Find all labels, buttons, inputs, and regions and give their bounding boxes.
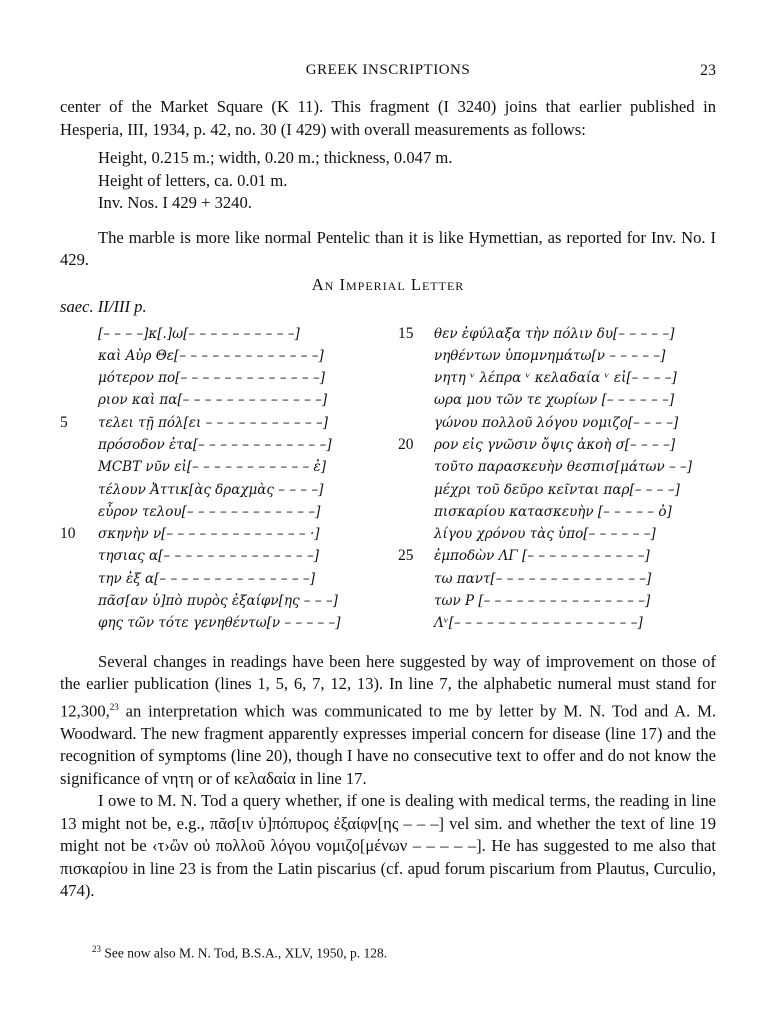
discussion-paragraph: I owe to M. N. Tod a query whether, if one is dealing with medical terms, the reading in line 13 might not be, e.g., πᾶσ[ιν ὑ]πόπυρος ἐξαίφν[ης – – –] vel sim. and whether the text of line 19 might not be ‹τ›ὢν οὐ πολλοῦ λόγου νομιζο[μένων – – – – –]. He has suggested to me also that πισκαρίου in line 23 is from the Latin piscarius (cf. apud forum piscarium from Plautus, Curculio, 474). <box>60 791 716 901</box>
inscription-line: ΜϹΒΤ νῦν εἰ[– – – – – – – – – – – ἐ] <box>98 459 327 476</box>
inscription-left-column <box>60 323 365 635</box>
inscription-line: πισκαρίου κατασκευὴν [– – – – – ὁ] <box>434 503 672 520</box>
measurements-block <box>98 147 716 215</box>
inscription-line: καὶ Αὐρ Θε[– – – – – – – – – – – – –] <box>98 347 324 364</box>
intro-paragraph: center of the Market Square (K 11). This fragment (I 3240) joins that earlier published in Hesperia, III, 1934, p. 42, no. 30 (I 429) with overall measurements as follows: <box>60 97 716 139</box>
page-number: 23 <box>700 62 716 79</box>
date-label: saec. II/III p. <box>60 297 147 316</box>
footnote-reference[interactable]: 23 <box>109 701 119 712</box>
inscription-line: 25 ἐμποδὼν ΛΓ [– – – – – – – – – – –] <box>398 547 650 565</box>
inscription-line: την ἐξ α[– – – – – – – – – – – – – –] <box>98 570 315 587</box>
inscription-line: 10 σκηνὴν ν[– – – – – – – – – – – – – ·] <box>60 525 320 543</box>
marble-paragraph: The marble is more like normal Pentelic than it is like Hymettian, as reported for Inv. No. I 429. <box>60 227 716 269</box>
inscription-line: 5 τελει τῇ πόλ[ει – – – – – – – – – – –] <box>60 413 329 431</box>
discussion <box>60 651 716 903</box>
footnote <box>92 944 387 962</box>
inscription-line: τέλουν Ἀττικ[ὰς δραχμὰς – – – –] <box>98 481 324 498</box>
inscription-line: πᾶσ[αν ὑ]πὸ πυρὸς ἐξαίφν[ης – – –] <box>98 593 338 610</box>
inscription-line: τησιας α[– – – – – – – – – – – – – –] <box>98 548 319 565</box>
inscription-line: φης τῶν τότε γενηθέντω[ν – – – – –] <box>98 615 341 632</box>
section-title: An Imperial Letter <box>311 274 465 294</box>
inscription-line: των Ρ [– – – – – – – – – – – – – – –] <box>434 593 651 610</box>
inscription-text <box>60 323 716 641</box>
measurement-line: Height, 0.215 m.; width, 0.20 m.; thickness, 0.047 m. <box>98 148 453 167</box>
inscription-line: 15 θεν ἐφύλαξα τὴν πόλιν δυ[– – – – –] <box>398 324 675 342</box>
inscription-line: λίγου χρόνου τὰς ὑπο[– – – – – –] <box>434 526 656 543</box>
measurement-line: Height of letters, ca. 0.01 m. <box>98 170 288 190</box>
inscription-line: γώνου πολλοῦ λόγου νομιζο[– – – –] <box>434 414 679 431</box>
inscription-line: νητη ᵛ λέπρα ᵛ κελαδαία ᵛ εἰ[– – – –] <box>434 370 677 387</box>
inscription-line: τω παντ[– – – – – – – – – – – – – –] <box>434 570 652 587</box>
inscription-line: ριον καὶ πα[– – – – – – – – – – – – –] <box>98 392 328 409</box>
footnote-text: See now also M. N. Tod, B.S.A., XLV, 1950, p. 128. <box>101 945 388 961</box>
measurement-line: Inv. Nos. I 429 + 3240. <box>98 193 252 212</box>
inscription-line: μότερον πο[– – – – – – – – – – – – –] <box>98 370 325 387</box>
running-title: GREEK INSCRIPTIONS <box>305 62 471 78</box>
footnote-mark: 23 <box>92 944 101 954</box>
discussion-paragraph: Several changes in readings have been here suggested by way of improvement on those of the earlier publication (lines 1, 5, 6, 7, 12, 13). In line 7, the alphabetic numeral must stand for 12,300,23 an interpretation which was communicated to me by letter by M. N. Tod and A. M. Woodward. The new fragment apparently expresses imperial concern for disease (line 17) and the recognition of symptoms (line 20), though I have no consecutive text to offer and do not know the significance of νητη or of κελαδαία in line 17. <box>60 651 716 788</box>
inscription-line: νηθέντων ὑπομνημάτω[ν – – – – –] <box>434 347 666 364</box>
inscription-line: [– – – –]κ[.]ω[– – – – – – – – – –] <box>98 325 300 342</box>
inscription-line: τοῦτο παρασκευὴν θεσπισ[μάτων – –] <box>434 459 692 476</box>
inscription-line: πρόσοδον ἐτα[– – – – – – – – – – – –] <box>98 436 332 453</box>
inscription-line: 20 ρον εἰς γνῶσιν ὄψις ἀκοὴ σ[– – – –] <box>398 435 676 453</box>
inscription-right-column <box>398 323 716 635</box>
inscription-line: εὗρον τελου[– – – – – – – – – – – –] <box>98 503 321 520</box>
page-body <box>60 96 716 903</box>
inscription-line: Λᵛ[– – – – – – – – – – – – – – – – –] <box>434 615 643 632</box>
page-header <box>60 62 716 82</box>
inscription-line: ωρα μου τῶν τε χωρίων [– – – – – –] <box>434 392 675 409</box>
inscription-line: μέχρι τοῦ δεῦρο κεῖνται παρ[– – – –] <box>434 481 680 498</box>
